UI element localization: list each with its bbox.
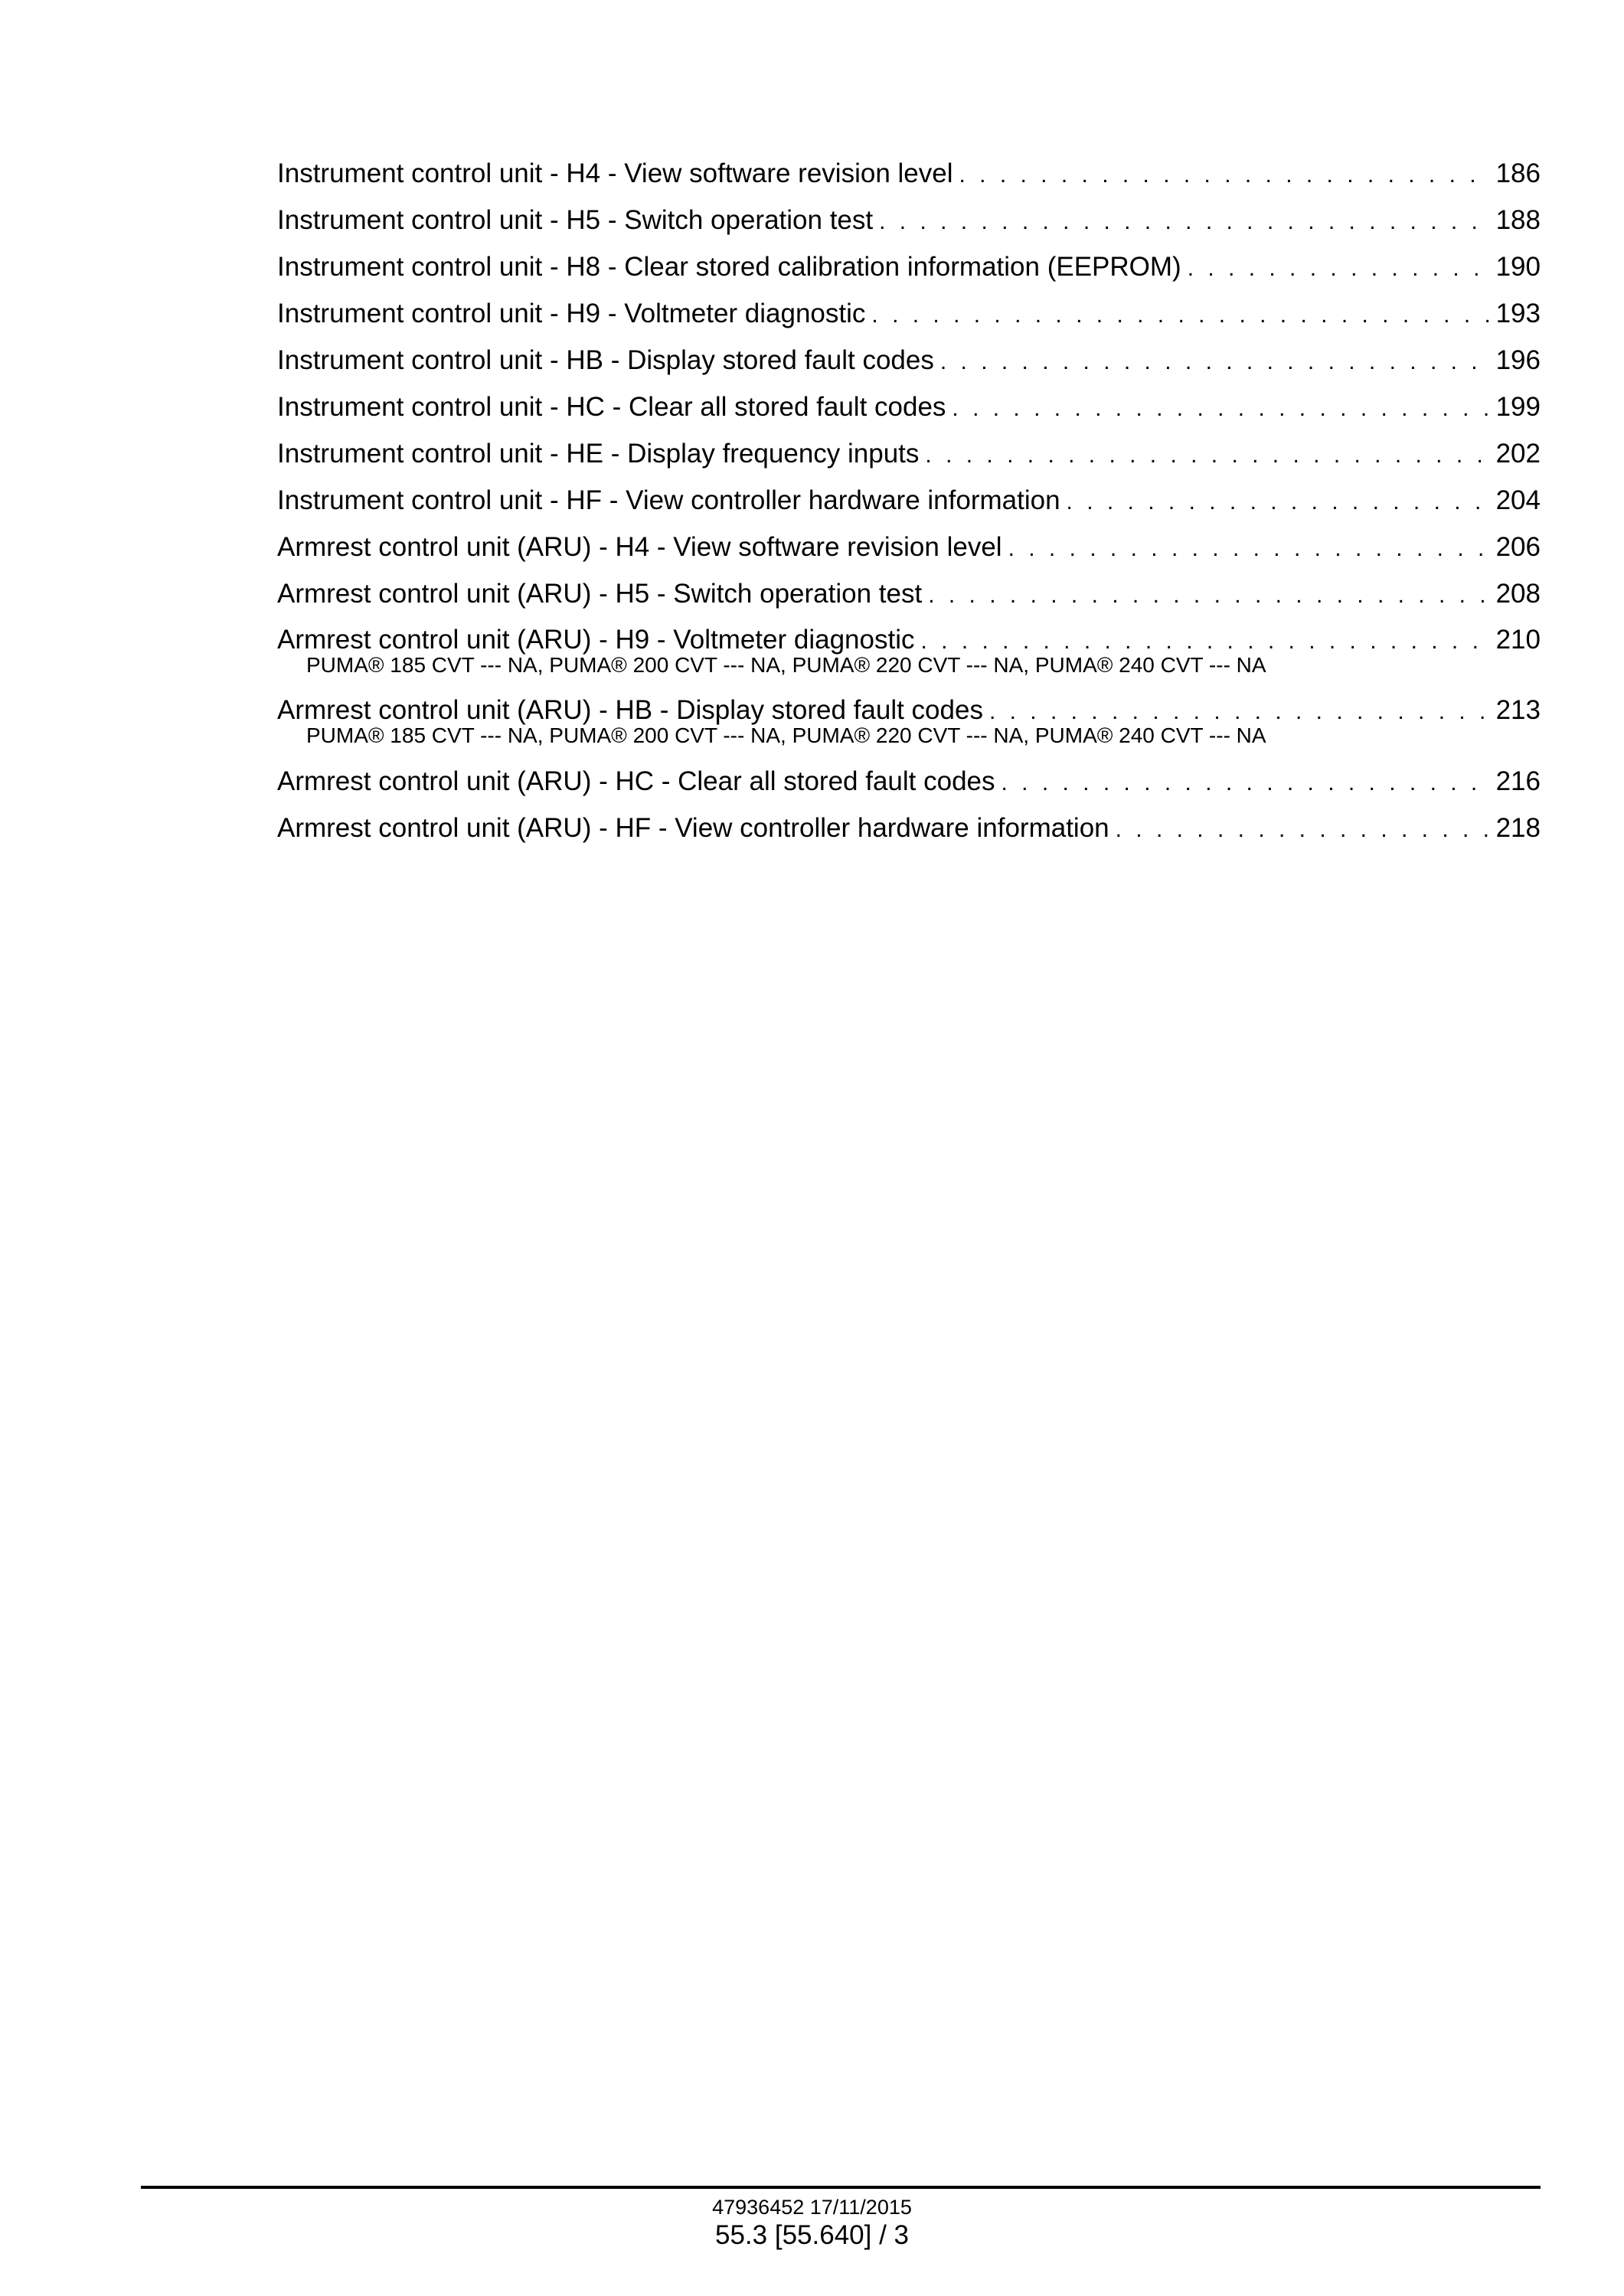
toc-line	[277, 805, 1541, 851]
toc-line	[277, 570, 1541, 617]
toc-entry[interactable]	[277, 384, 1541, 430]
toc-page-number: 190	[1495, 252, 1541, 282]
toc-title: Instrument control unit - HF - View controller hardware information	[277, 485, 1060, 515]
dot-leader	[920, 628, 1489, 655]
toc-page-number: 188	[1495, 205, 1541, 235]
toc-model-applicability: PUMA® 185 CVT --- NA, PUMA® 200 CVT --- NA, PUMA® 220 CVT --- NA, PUMA® 240 CVT --- NA	[306, 723, 1266, 747]
toc-line	[277, 758, 1541, 805]
toc-page-number: 210	[1495, 625, 1541, 655]
toc-line	[277, 477, 1541, 524]
toc-entry[interactable]	[277, 758, 1541, 805]
toc-entry[interactable]	[277, 697, 1541, 758]
dot-leader	[1067, 478, 1490, 525]
toc-title: Instrument control unit - HE - Display frequency inputs	[277, 439, 920, 469]
toc-entry[interactable]	[277, 524, 1541, 570]
table-of-contents	[277, 150, 1541, 851]
dot-leader	[940, 338, 1490, 385]
toc-title: Instrument control unit - H9 - Voltmeter diagnostic	[277, 299, 866, 328]
toc-entry[interactable]	[277, 570, 1541, 617]
toc-entry[interactable]	[277, 243, 1541, 290]
toc-line	[277, 150, 1541, 197]
dot-leader	[879, 198, 1489, 245]
dot-leader	[959, 152, 1490, 198]
toc-page-number: 196	[1495, 345, 1541, 375]
toc-entry[interactable]	[277, 150, 1541, 197]
toc-line	[277, 197, 1541, 243]
toc-entry[interactable]	[277, 197, 1541, 243]
toc-model-applicability: PUMA® 185 CVT --- NA, PUMA® 200 CVT --- NA, PUMA® 220 CVT --- NA, PUMA® 240 CVT --- NA	[306, 653, 1266, 677]
toc-page-number: 208	[1495, 579, 1541, 609]
dot-leader	[1008, 525, 1490, 572]
toc-title: Armrest control unit (ARU) - H4 - View software revision level	[277, 532, 1002, 562]
toc-page-number: 204	[1495, 485, 1541, 515]
toc-entry[interactable]	[277, 337, 1541, 384]
dot-leader	[871, 292, 1489, 338]
dot-leader	[1002, 759, 1490, 806]
dot-leader	[952, 385, 1489, 432]
toc-title: Armrest control unit (ARU) - H9 - Voltmeter diagnostic	[277, 625, 915, 655]
toc-page-number: 199	[1495, 392, 1541, 422]
toc-entry[interactable]	[277, 626, 1541, 687]
toc-line	[277, 290, 1541, 337]
toc-page-number: 202	[1495, 439, 1541, 469]
toc-page-number: 186	[1495, 158, 1541, 188]
toc-title: Armrest control unit (ARU) - HB - Display stored fault codes	[277, 695, 983, 725]
toc-line	[277, 524, 1541, 570]
dot-leader	[925, 432, 1489, 478]
toc-line	[277, 626, 1541, 654]
footer-divider	[141, 2186, 1541, 2189]
toc-page-number: 216	[1495, 766, 1541, 796]
toc-title: Instrument control unit - HC - Clear all stored fault codes	[277, 392, 946, 422]
toc-entry[interactable]	[277, 805, 1541, 851]
toc-line	[277, 430, 1541, 477]
footer-page-reference: 55.3 [55.640] / 3	[715, 2220, 909, 2250]
toc-title: Armrest control unit (ARU) - H5 - Switch operation test	[277, 579, 923, 609]
toc-line	[277, 697, 1541, 724]
toc-line	[277, 384, 1541, 430]
toc-page-number: 213	[1495, 695, 1541, 725]
dot-leader	[989, 698, 1490, 726]
toc-title: Instrument control unit - H5 - Switch operation test	[277, 205, 874, 235]
toc-page-number: 193	[1495, 299, 1541, 328]
toc-page-number: 206	[1495, 532, 1541, 562]
dot-leader	[1116, 806, 1490, 853]
toc-line	[277, 243, 1541, 290]
toc-title: Instrument control unit - HB - Display stored fault codes	[277, 345, 934, 375]
toc-title: Instrument control unit - H4 - View software revision level	[277, 158, 953, 188]
dot-leader	[1188, 245, 1490, 292]
toc-title: Armrest control unit (ARU) - HF - View controller hardware information	[277, 813, 1109, 843]
toc-page-number: 218	[1495, 813, 1541, 843]
toc-entry[interactable]	[277, 430, 1541, 477]
toc-title: Armrest control unit (ARU) - HC - Clear all stored fault codes	[277, 766, 995, 796]
toc-entry[interactable]	[277, 290, 1541, 337]
toc-line	[277, 337, 1541, 384]
toc-entry[interactable]	[277, 477, 1541, 524]
toc-title: Instrument control unit - H8 - Clear stored calibration information (EEPROM)	[277, 252, 1181, 282]
footer-document-reference: 47936452 17/11/2015	[712, 2196, 912, 2219]
dot-leader	[928, 572, 1489, 619]
